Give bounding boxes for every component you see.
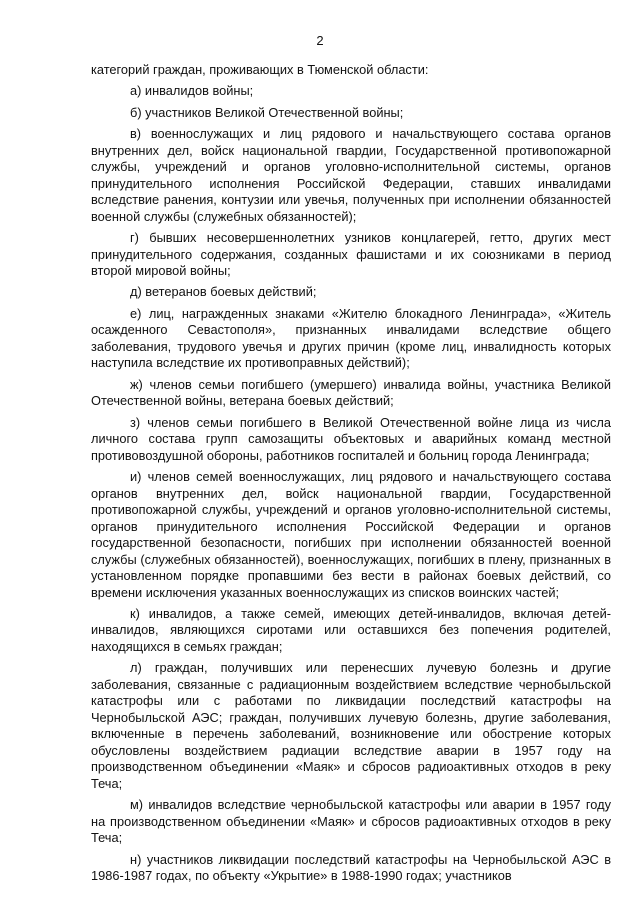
- paragraph-intro: категорий граждан, проживающих в Тюменской области:: [91, 62, 429, 77]
- list-item-b: б) участников Великой Отечественной войны;: [130, 104, 404, 120]
- list-item-g: г) бывших несовершеннолетних узников концлагерей, гетто, других мест принудительного содержания, созданных фашистами и их союзниками в период второй мировой войны;: [91, 230, 611, 279]
- list-item-e: е) лиц, награжденных знаками «Жителю блокадного Ленинграда», «Житель осажденного Севастополя», признанных инвалидами вследствие общего заболевания, трудового увечья и других причин (кроме лиц, инвалидность которых наступила вследствие их противоправных действий);: [91, 305, 611, 371]
- list-item-zh: ж) членов семьи погибшего (умершего) инвалида войны, участника Великой Отечественной войны, ветерана боевых действий;: [91, 376, 611, 409]
- list-item-a: а) инвалидов войны;: [130, 83, 254, 99]
- list-item-l: л) граждан, получивших или перенесших лучевую болезнь и другие заболевания, связанные с радиационным воздействием вследствие чернобыльской катастрофы или с работами по ликвидации последствий катастрофы на Чернобыльской АЭС; граждан, получивших лучевую болезнь, другие заболевания, включенные в перечень заболеваний, возникновение или обострение которых обусловлены воздействием радиации вследствие аварии в 1957 году на производственном объединении «Маяк» и сбросов радиоактивных отходов в реку Теча;: [91, 660, 611, 791]
- list-item-i: и) членов семей военнослужащих, лиц рядового и начальствующего состава органов внутренних дел, войск национальной гвардии, Государственной противопожарной службы, учреждений и органов уголовно-исполнительной системы, органов принудительного исполнения Российской Федерации и органов государственной безопасности, погибших при исполнении обязанностей военной службы (служебных обязанностей), военнослужащих, погибших в плену, признанных в установленном порядке пропавшими без вести в районах боевых действий, со времени исключения указанных военнослужащих из списков воинских частей;: [91, 469, 611, 600]
- list-item-n: н) участников ликвидации последствий катастрофы на Чернобыльской АЭС в 1986-1987 годах, по объекту «Укрытие» в 1988-1990 годах; участников: [91, 851, 611, 884]
- list-item-d: д) ветеранов боевых действий;: [130, 284, 317, 300]
- list-item-z: з) членов семьи погибшего в Великой Отечественной войне лица из числа личного состава групп самозащиты объектовых и аварийных команд местной противовоздушной обороны, работников госпиталей и больниц города Ленинграда;: [91, 414, 611, 463]
- list-item-m: м) инвалидов вследствие чернобыльской катастрофы или аварии в 1957 году на производственном объединении «Маяк» и сбросов радиоактивных отходов в реку Теча;: [91, 797, 611, 846]
- list-item-k: к) инвалидов, а также семей, имеющих детей-инвалидов, включая детей-инвалидов, являющихся сиротами или оставшихся без попечения родителей, находящихся в семьях граждан;: [91, 605, 611, 654]
- list-item-v: в) военнослужащих и лиц рядового и начальствующего состава органов внутренних дел, войск национальной гвардии, Государственной противопожарной службы, учреждений и органов уголовно-исполнительной системы, органов принудительного исполнения Российской Федерации, ставших инвалидами вследствие ранения, контузии или увечья, полученных при исполнении обязанностей военной службы (служебных обязанностей);: [91, 126, 611, 224]
- document-body: [91, 62, 611, 889]
- page-number: 2: [316, 33, 324, 48]
